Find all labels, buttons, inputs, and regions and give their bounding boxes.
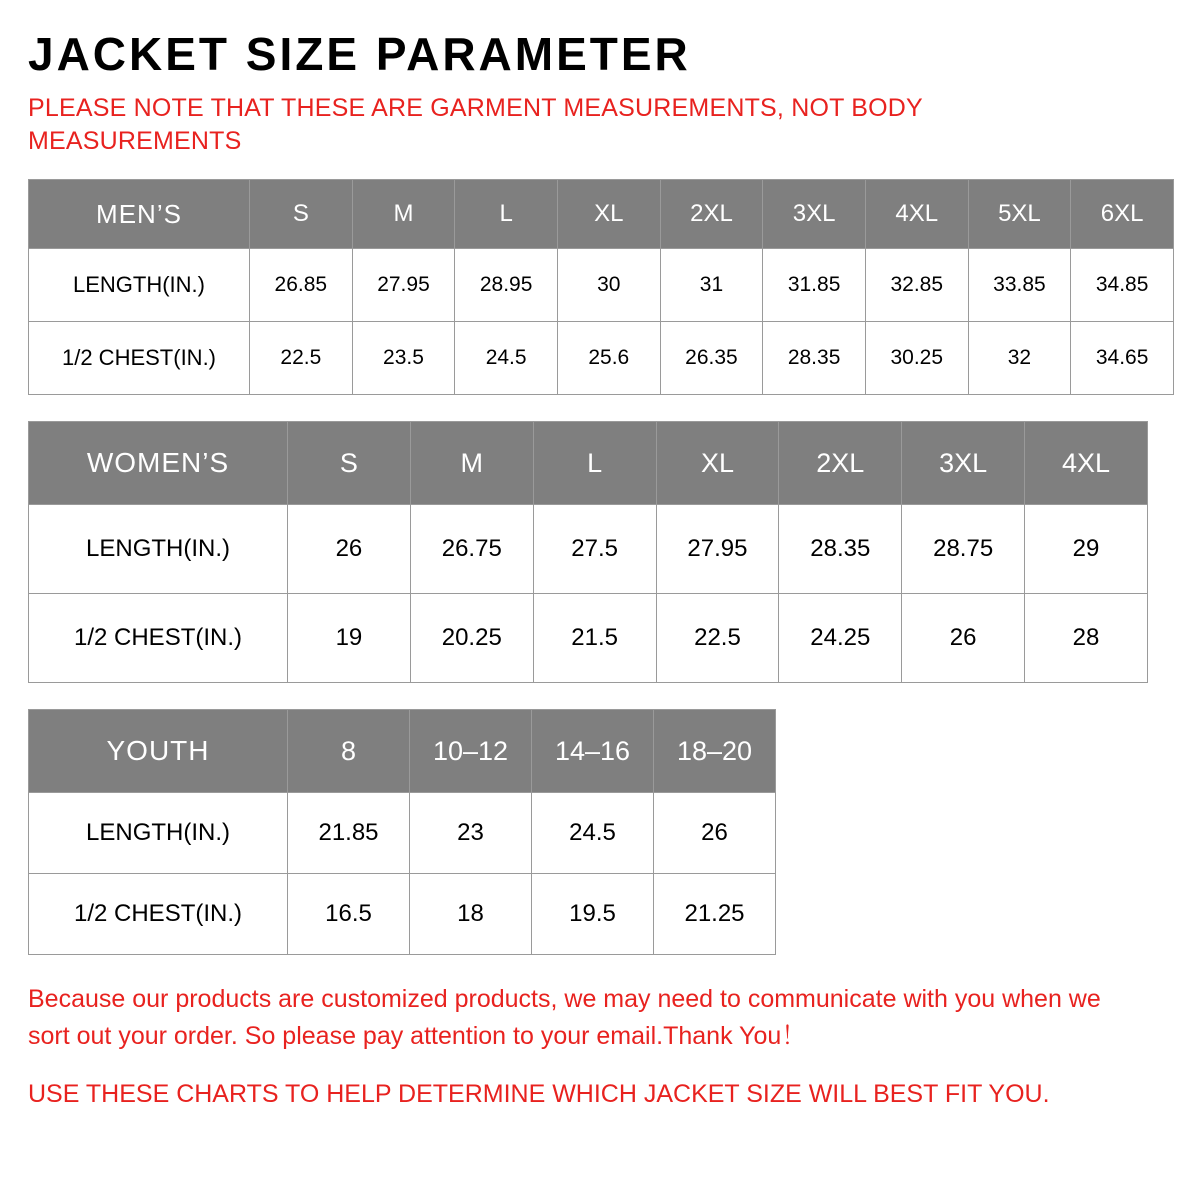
table-header-row [29,710,776,793]
measurement-cell: 27.95 [656,505,779,594]
row-label: LENGTH(IN.) [29,793,288,874]
measurement-cell: 31.85 [763,249,866,322]
size-header-cell: 2XL [660,180,763,249]
measurement-cell: 33.85 [968,249,1071,322]
measurement-cell: 29 [1025,505,1148,594]
size-header-cell: 10–12 [410,710,532,793]
measurement-cell: 30.25 [865,322,968,395]
size-header-cell: 4XL [865,180,968,249]
measurement-cell: 28.95 [455,249,558,322]
measurement-cell: 24.25 [779,594,902,683]
size-header-cell: 4XL [1025,422,1148,505]
row-label: 1/2 CHEST(IN.) [29,874,288,955]
row-label: LENGTH(IN.) [29,505,288,594]
measurement-cell: 21.25 [654,874,776,955]
measurement-cell: 18 [410,874,532,955]
table-category-label: YOUTH [29,710,288,793]
measurement-cell: 27.5 [533,505,656,594]
measurement-cell: 32.85 [865,249,968,322]
table-category-label: MEN’S [29,180,250,249]
table-row [29,249,1174,322]
measurement-cell: 28.35 [779,505,902,594]
table-header-row [29,180,1174,249]
table-header-row [29,422,1148,505]
measurement-cell: 21.5 [533,594,656,683]
table-row [29,793,776,874]
womens-size-table [28,421,1148,683]
size-header-cell: S [288,422,411,505]
measurement-cell: 30 [557,249,660,322]
table-category-label: WOMEN’S [29,422,288,505]
measurement-cell: 28 [1025,594,1148,683]
size-header-cell: 2XL [779,422,902,505]
size-header-cell: L [455,180,558,249]
row-label: 1/2 CHEST(IN.) [29,594,288,683]
chart-usage-note: USE THESE CHARTS TO HELP DETERMINE WHICH JACKET SIZE WILL BEST FIT YOU. [28,1079,1050,1108]
measurement-cell: 24.5 [532,793,654,874]
measurement-cell: 22.5 [250,322,353,395]
measurement-cell: 28.35 [763,322,866,395]
customization-note: Because our products are customized products, we may need to communicate with you when we sort out your order. So please pay attention to your email.Thank You！ [28,985,1101,1050]
measurement-cell: 25.6 [557,322,660,395]
measurement-cell: 26.75 [410,505,533,594]
measurement-cell: 28.75 [902,505,1025,594]
size-header-cell: XL [656,422,779,505]
measurement-cell: 19 [288,594,411,683]
measurement-cell: 16.5 [288,874,410,955]
size-header-cell: 14–16 [532,710,654,793]
table-row [29,594,1148,683]
size-header-cell: 3XL [902,422,1025,505]
measurement-cell: 23.5 [352,322,455,395]
measurement-cell: 23 [410,793,532,874]
table-row [29,505,1148,594]
size-header-cell: M [410,422,533,505]
measurement-cell: 31 [660,249,763,322]
table-row [29,874,776,955]
row-label: 1/2 CHEST(IN.) [29,322,250,395]
measurement-cell: 21.85 [288,793,410,874]
size-header-cell: S [250,180,353,249]
measurement-cell: 26 [902,594,1025,683]
youth-size-table [28,709,776,955]
row-label: LENGTH(IN.) [29,249,250,322]
measurement-cell: 26 [654,793,776,874]
measurement-note: PLEASE NOTE THAT THESE ARE GARMENT MEASUREMENTS, NOT BODY MEASUREMENTS [28,94,923,155]
measurement-cell: 26.85 [250,249,353,322]
page-title: JACKET SIZE PARAMETER [28,28,691,80]
measurement-cell: 26.35 [660,322,763,395]
measurement-cell: 27.95 [352,249,455,322]
measurement-cell: 20.25 [410,594,533,683]
size-header-cell: XL [557,180,660,249]
measurement-cell: 19.5 [532,874,654,955]
measurement-cell: 26 [288,505,411,594]
mens-size-table [28,179,1174,395]
size-header-cell: 6XL [1071,180,1174,249]
measurement-cell: 34.85 [1071,249,1174,322]
size-header-cell: 8 [288,710,410,793]
size-header-cell: 5XL [968,180,1071,249]
measurement-cell: 24.5 [455,322,558,395]
size-header-cell: L [533,422,656,505]
measurement-cell: 34.65 [1071,322,1174,395]
table-row [29,322,1174,395]
measurement-cell: 32 [968,322,1071,395]
measurement-cell: 22.5 [656,594,779,683]
size-header-cell: 3XL [763,180,866,249]
size-header-cell: M [352,180,455,249]
size-header-cell: 18–20 [654,710,776,793]
